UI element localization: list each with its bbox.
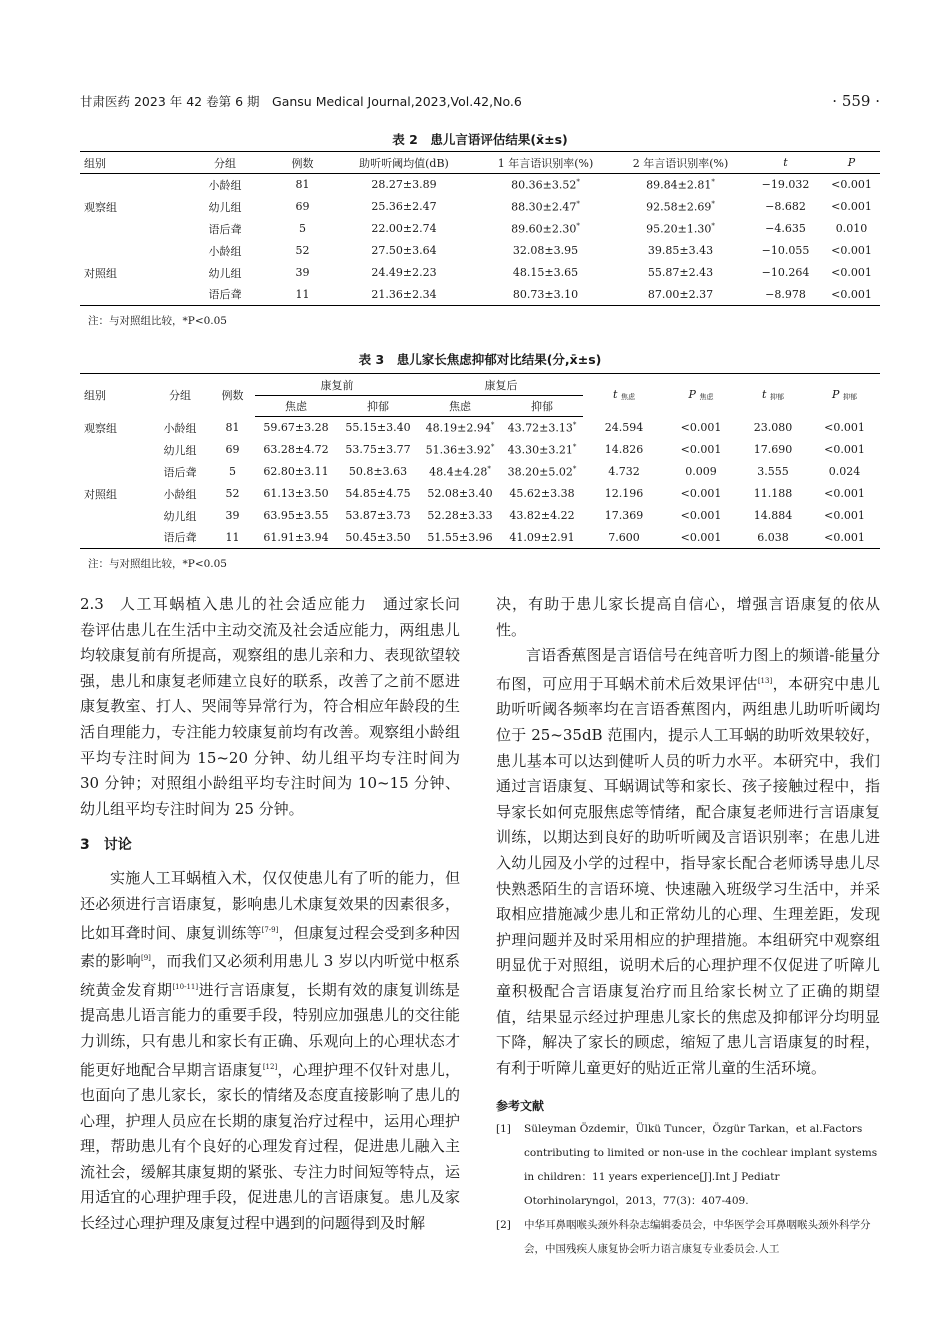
table3-header-p-anxiety: P 焦虑 [688,388,714,402]
table-cell: <0.001 [824,421,865,434]
group-cell [80,284,175,306]
table2-header: P [823,152,880,174]
table-row [80,483,880,505]
group-cell [80,240,175,262]
citation: [7-9] [261,925,279,934]
table-cell: 14.826 [604,443,644,456]
section-2-3-paragraph [80,592,460,822]
reference-1: [1] Süleyman Özdemir，Ülkü Tuncer，Özgür Tarkan，et al.Factors contributing to limited or non-use in the cochlear implant systems in children：11 years experience[J].Int J Pediatr Otorhinolaryngol，2013，77(3)：407-409. [496,1123,878,1208]
section-2-3-title: 人工耳蜗植入患儿的社会适应能力 [119,595,368,613]
right-column [496,592,880,1261]
group-cell: 对照组 [84,266,117,280]
table-cell: −10.264 [761,266,810,279]
group-cell [80,439,150,461]
table-cell: 92.58±2.69* [646,199,715,214]
table-cell: 21.36±2.34 [371,287,437,301]
table-cell: −4.635 [765,222,806,235]
table3-header-depression-after: 抑郁 [501,396,583,417]
citation: [13] [757,676,773,685]
section-3-heading: 3 讨论 [80,837,132,854]
left-column [80,592,460,1237]
table-cell: 小龄组 [163,487,197,501]
table-cell: 95.20±1.30* [646,221,715,236]
table2-header: 例数 [275,152,330,174]
table-row [80,505,880,527]
table-cell: 53.87±3.73 [345,509,411,522]
table-cell: 17.369 [604,509,644,522]
table-cell: 59.67±3.28 [263,421,329,435]
table3-caption: 表 3 患儿家长焦虑抑郁对比结果(分,x̄±s) [358,352,602,367]
section-2-3-text: 通过家长问卷评估患儿在生活中主动交流及社会适应能力，两组患儿均较康复前有所提高，观察组的患儿亲和力、表现欲望较强，患儿和康复老师建立良好的联系，改善了之前不愿进康复教室、打人、哭闹等异常行为，符合相应年龄段的生活自理能力，专注能力较康复前均有改善。观察组小龄组平均专注时间为 15~20 分钟、幼儿组平均专注时间为 30 分钟；对照组小龄组平均专注时间为 10~15 分钟、幼儿组平均专注时间为 25 分钟。 [80,595,460,818]
table-cell: <0.001 [831,178,872,192]
table-cell: 41.09±2.91 [509,530,575,544]
table-cell: 5 [229,465,236,478]
table-cell: 22.00±2.74 [371,222,437,235]
table-cell: 52.08±3.40 [427,487,493,500]
table-cell: <0.001 [680,509,722,522]
group-cell [80,461,150,483]
table-cell: 45.62±3.38 [509,487,575,500]
table3-note: 注：与对照组比较，*P<0.05 [88,558,227,570]
table-cell: 48.4±4.28* [429,464,491,479]
table2-caption: 表 2 患儿言语评估结果(x̄±s) [392,132,568,147]
table-cell: 3.555 [757,465,789,478]
table2-header: t [748,152,823,174]
table-cell: 43.30±3.21* [507,442,577,457]
table-cell: 12.196 [604,487,644,500]
table-cell: 14.884 [753,509,793,522]
table-cell: 0.009 [685,465,717,478]
table3-header-p-depression: P 抑郁 [832,388,857,402]
table-cell: <0.001 [831,244,872,257]
table-cell: 50.8±3.63 [348,465,408,478]
table2-header: 1 年言语识别率(%) [478,152,613,174]
table-cell: 51.36±3.92* [425,442,495,457]
table-cell: 27.50±3.64 [371,244,437,257]
table-cell: 小龄组 [208,178,242,192]
table-cell: 25.36±2.47 [371,200,437,213]
table-cell: 80.73±3.10 [512,287,579,301]
table-cell: <0.001 [824,509,865,522]
group-cell: 观察组 [84,200,117,214]
table-cell: 6.038 [757,530,789,544]
table-cell: <0.001 [824,443,865,456]
table-cell: 23.080 [753,421,793,434]
table-cell: 11 [225,530,240,544]
table-cell: 39.85±3.43 [647,244,714,257]
discussion-paragraph-2: 言语香蕉图是言语信号在纯音听力图上的频谱-能量分布图，可应用于耳蜗术前术后效果评估[13]，本研究中患儿助听听阈各频率均在言语香蕉图内，两组患儿助听听阈均位于 25~35dB 范围内，提示人工耳蜗的助听效果较好，患儿基本可以达到健听人员的听力水平。本研究中，我们通过言语康复、耳蜗调试等和家长、孩子接触过程中，指导家长如何克服焦虑等情绪，配合康复老师进行言语康复训练，以期达到良好的助听听阈及言语识别率；在患儿进入幼儿园及小学的过程中，指导家长配合老师诱导患儿尽快熟悉陌生的言语环境、快速融入班级学习生活中，并采取相应措施减少患儿和正常幼儿的心理、生理差距，发现护理问题并及时采用相应的护理措施。本组研究中观察组明显优于对照组，说明术后的心理护理不仅促进了听障儿童积极配合言语康复治疗而且给家长树立了正确的期望值，结果显示经过护理患儿家长的焦虑及抑郁评分均明显下降，解决了家长的顾虑，缩短了患儿言语康复的时程，有利于听障儿童更好的贴近正常儿童的生活环境。 [496,646,880,1077]
table-cell: 89.60±2.30* [511,221,580,236]
table-cell: 69 [225,443,240,456]
table-cell: 5 [299,222,306,235]
group-cell [80,218,175,240]
table-cell: 81 [295,178,310,192]
table-cell: 38.20±5.02* [507,464,577,479]
table-row [80,262,880,284]
table-cell: 89.84±2.81* [646,177,715,192]
table-cell: 小龄组 [163,421,197,435]
running-header [80,90,880,114]
table-cell: 24.594 [604,421,644,434]
table-cell: 幼儿组 [208,266,242,280]
table3-header-n: 例数 [221,389,244,403]
table3-header-group: 组别 [84,389,106,403]
table-cell: 52.28±3.33 [427,509,493,522]
discussion-paragraph-1: 实施人工耳蜗植入术，仅仅使患儿有了听的能力，但还必须进行言语康复，影响患儿术康复效果的因素很多，比如耳聋时间、康复训练等[7-9]，但康复过程会受到多种因素的影响[9]，而我们又必须利用患儿 3 岁以内听觉中枢系统黄金发育期[10-11]进行言语康复，长期有效的康复训练是提高患儿语言能力的重要手段，特别应加强患儿的交往能力训练，只有患儿和家长有正确、乐观向上的心理状态才能更好地配合早期言语康复[12]，心理护理不仅针对患儿，也面向了患儿家长，家长的情绪及态度直接影响了患儿的心理，护理人员应在长期的康复治疗过程中，运用心理护理，帮助患儿有个良好的心理发育过程，促进患儿融入主流社会，缓解其康复期的紧张、专注力时间短等特点，运用适宜的心理护理手段，促进患儿的言语康复。患儿及家长经过心理护理及康复过程中遇到的问题得到及时解 [80,869,460,1233]
table-cell: 53.75±3.77 [345,443,411,456]
table-cell: 50.45±3.50 [345,530,411,544]
group-cell [80,505,150,527]
table-cell: 55.87±2.43 [647,266,714,279]
table-cell: 48.15±3.65 [512,266,579,279]
table3-header-t-anxiety: t 焦虑 [613,388,635,402]
table-row [80,218,880,240]
page-number: · 559 · [832,92,880,110]
table-cell: 幼儿组 [208,200,242,214]
table3-header-anxiety-before: 焦虑 [255,396,337,417]
table-cell: −19.032 [761,178,810,192]
table3-header-t-depression: t 抑郁 [762,388,784,402]
table-cell: 61.13±3.50 [263,487,329,500]
table-cell: 语后聋 [208,222,242,236]
table2-header-row [80,152,880,174]
table-cell: 54.85±4.75 [345,487,411,500]
table-row [80,240,880,262]
table-cell: 80.36±3.52* [511,177,580,192]
reference-2: [2] 中华耳鼻咽喉头颈外科杂志编辑委员会，中华医学会耳鼻咽喉头颈外科学分会，中国残疾人康复协会听力语言康复专业委员会.人工 [496,1219,871,1256]
table-cell: 11 [295,287,310,301]
table-cell: <0.001 [831,200,872,213]
table-cell: 24.49±2.23 [371,266,437,279]
table-cell: 语后聋 [163,531,197,545]
table3 [80,373,880,549]
table-cell: <0.001 [680,443,722,456]
table-cell: 69 [295,200,310,213]
table-cell: 17.690 [753,443,793,456]
table-cell: −8.682 [765,200,806,213]
table-cell: 61.91±3.94 [263,530,329,544]
citation: [9] [140,954,151,963]
group-cell: 观察组 [84,421,117,435]
group-cell [80,527,150,549]
table-cell: 0.010 [835,222,868,235]
table-row [80,527,880,549]
table-cell: 43.82±4.22 [509,509,575,522]
table-cell: <0.001 [824,487,865,500]
table-cell: 幼儿组 [163,443,197,457]
table-cell: 52 [225,487,240,500]
table2-header: 2 年言语识别率(%) [613,152,748,174]
table-cell: <0.001 [831,287,872,301]
table-cell: 55.15±3.40 [345,421,411,435]
table-cell: <0.001 [680,421,722,434]
table-cell: 小龄组 [208,244,242,258]
table-cell: 语后聋 [208,288,242,302]
table-cell: 51.55±3.96 [427,530,493,544]
table3-header-sub: 分组 [169,389,191,403]
table-cell: −10.055 [761,244,810,257]
table2-header: 组别 [80,152,175,174]
table-cell: <0.001 [831,266,872,279]
table-cell: 48.19±2.94* [425,420,495,435]
table-cell: 幼儿组 [163,509,197,523]
table-cell: 63.28±4.72 [263,443,329,456]
citation: [10-11] [172,982,199,991]
table-cell: 32.08±3.95 [512,244,579,257]
table-cell: 63.95±3.55 [263,509,329,522]
table-cell: 43.72±3.13* [507,420,577,435]
group-cell: 对照组 [84,487,117,501]
table3-header-depression-before: 抑郁 [337,396,419,417]
table-cell: 4.732 [608,465,640,478]
table-cell: 7.600 [608,530,640,544]
table-cell: <0.001 [680,487,722,500]
table-cell: 11.188 [753,487,793,500]
table-cell: <0.001 [824,530,865,544]
discussion-paragraph-1-cont: 决，有助于患儿家长提高自信心，增强言语康复的依从性。 [496,595,880,639]
table-cell: 88.30±2.47* [511,199,580,214]
table3-header-before: 康复前 [255,374,419,396]
table-cell: 52 [295,244,310,257]
table-row [80,174,880,196]
table-cell: 39 [225,509,240,522]
table-row [80,196,880,218]
references-heading: 参考文献 [496,1099,545,1114]
table-row [80,439,880,461]
table2-header: 分组 [175,152,275,174]
table-cell: 28.27±3.89 [371,178,437,192]
table2 [80,151,880,306]
group-cell [80,174,175,196]
citation: [12] [262,1062,278,1071]
table3-header-anxiety-after: 焦虑 [419,396,501,417]
table-row [80,284,880,306]
table3-header-after: 康复后 [419,374,583,396]
table2-note: 注：与对照组比较，*P<0.05 [88,315,227,327]
table-cell: 87.00±2.37 [647,287,714,301]
journal-citation: 甘肃医药 2023 年 42 卷第 6 期 Gansu Medical Journal,2023,Vol.42,No.6 [80,94,522,109]
table-cell: 81 [225,421,240,434]
table-cell: 39 [295,266,310,279]
table-cell: −8.978 [765,287,806,301]
table-cell: 0.024 [828,465,861,478]
table-row [80,417,880,439]
table2-header: 助听听阈均值(dB) [330,152,478,174]
section-2-3-number: 2.3 [80,595,104,613]
table-row [80,461,880,483]
table-cell: 语后聋 [163,465,197,479]
table-cell: 62.80±3.11 [263,465,329,478]
table-cell: <0.001 [680,530,722,544]
